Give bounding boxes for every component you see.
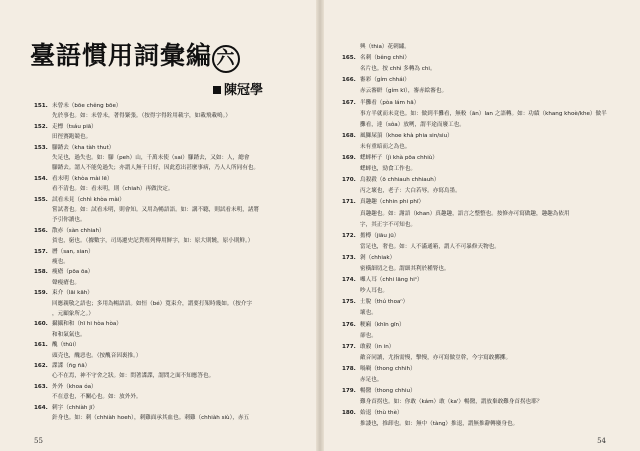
text-line [34,197,125,204]
text-line [342,66,436,73]
entry-text: 真趣趣（chhin phi phī） [360,199,425,206]
entry-text: 赤足也。 [360,377,383,383]
entry-number: 178. [342,365,356,372]
text-line [34,186,173,193]
text-line [342,77,410,84]
entry-number: 177. [342,343,356,350]
text-line [34,217,86,224]
entry-number: 152. [34,123,48,130]
entry-text: 未曾未（bōe chêng bōe） [52,103,122,109]
text-line [342,199,424,206]
text-line [34,332,86,339]
entry-number: 158. [34,269,48,276]
entry-number: 175. [342,299,356,306]
text-line [34,228,105,235]
entry-text: 事方半就而未竟也。如：做到半攤看，無較（ān）lan 之語轉。如：功績（khang khoè/khe）做半 [360,110,607,117]
text-line [342,377,382,384]
entry-text: 看未明（khòa mài lē） [52,175,113,182]
text-line [34,155,249,162]
entry-text: 興（thia）花刺繡。 [360,44,410,50]
text-line [34,259,69,266]
entry-number: 157. [34,248,48,255]
entry-text: 真趣趣也。如：謝語（khan）真趣趣，語言之整整也。按修亦可寫做趣，趣趣為依用 [360,210,570,217]
text-line [342,399,542,406]
text-line [342,288,388,295]
entry-text: 嘗試著也。如：試看未明，則會知。又用為暢語語。如：講不聽，則試看未明，諸將 [52,207,259,213]
entry-text: 審彩（gím chhái） [360,77,410,84]
entry-text: 諜諜（ñg ñā） [52,363,91,369]
entry-text: 粳廂（khīn gīn） [360,321,405,328]
text-line [34,165,259,172]
entry-text: 蟋蟀也，勁食工作也。 [360,166,416,173]
entry-text: 醜（thūi） [52,342,80,349]
entry-text: 半攤看（pòa lám hā） [360,99,420,106]
entry-text: 攝攝和和（hī hi hòa hòa） [52,321,122,328]
text-line [342,111,607,118]
text-line [34,280,80,287]
entry-text: 束介（lāi kāh） [52,290,93,297]
entry-text: 予引你讀也。 [52,217,86,224]
entry-number: 173. [342,254,356,261]
entry-number: 172. [342,232,356,239]
text-line [34,384,97,391]
text-line [34,145,114,152]
entry-text: 密橫細切之也。謂細其利於種腎也。 [360,266,450,272]
entry-text: 瘦也。 [52,259,69,265]
text-line [342,310,377,317]
entry-number: 179. [342,388,356,395]
entry-number: 159. [34,290,48,297]
entry-text: 丙之壞也，老子：大白若辱。亦寫烏墨。 [360,188,461,195]
entry-text: 心不在焉，神不守舍之狀。如：問著諜諜，謂問之面不知應答也。 [52,373,215,380]
text-line [34,321,122,328]
title-part-number: 六 [212,45,240,73]
text-line [342,55,410,62]
entry-text: 回應親敬之語也；多用為暢語語。如恒（bé）寬束介，謂要打架時幾如。（按介字 [52,300,252,307]
entry-text: 烏殺殺（ō chhiauh chhiauh） [360,177,440,184]
entry-text: 吵人耳也。 [360,288,388,295]
text-line [342,421,518,428]
right-entries [320,0,640,451]
author-name: 陳冠學 [224,83,264,98]
right-page [320,0,640,451]
text-line [34,415,249,422]
entry-text: 字，其正字不可知也。 [360,221,416,228]
entry-text: 聲瘦瘡也。 [52,279,80,286]
text-line [342,222,416,229]
entry-number: 166. [342,77,356,84]
entry-text: 剝（chhiak） [360,254,396,261]
text-line [342,333,377,340]
entry-text: 先於事也。如：未曾未，著得緊張。（按得字得銓用載字，如載飛載鳴。） [52,113,231,120]
text-line [342,322,405,329]
entry-text: 貧也，窮也。（據數字，司馬遷史記貨殖列傳用鮮字，如：原大則饒，原小則鮮。） [52,238,254,245]
entry-text: 風獅屎頂（khoe khà phia sin/siu） [360,132,453,139]
entry-text: 看不清也。如：看未明，則（chiah）再做決定。 [52,186,174,193]
entry-text: 攤看，達（sôa）放咧，謂半途而廢工也。 [360,121,465,128]
entry-text: 外外（khoa óa） [52,383,97,390]
entry-text: 針身也。如：刺（chhiàh hoeh），刺雞面承其血也。刺雞（chhiàh siù），赤五 [52,415,250,421]
entry-text: 和和氣氣也。 [52,331,86,338]
text-line [342,166,416,173]
text-line [34,176,113,183]
text-line [34,405,98,412]
text-line [342,355,511,362]
entry-number: 162. [34,363,48,369]
page-number-right: 54 [597,437,606,445]
text-line [34,269,93,276]
entry-text: 敢毅（in in） [360,343,395,350]
entry-number: 169. [342,155,356,161]
text-line [34,238,253,245]
text-line [342,299,408,306]
text-line [342,388,416,395]
entry-text: 名刺（bêng chhì） [360,55,410,62]
entry-number: 170. [342,177,356,184]
entry-text: 曆（san, sian） [52,248,94,255]
entry-number: 174. [342,277,356,284]
entry-text: 卻也。 [360,332,377,339]
entry-number: 164. [34,404,48,411]
entry-text: 頭壳也，醜惡也。（按醜音因裏推。） [52,352,142,359]
entry-text: 田徑賽跑競也。 [52,134,92,141]
text-line [34,394,142,401]
entry-text: 暢醫（thong chhiu） [360,388,416,395]
entry-text: 走標（tsáu piā） [52,123,97,130]
text-line [342,100,419,107]
text-line [34,373,214,380]
text-line [342,366,416,373]
entry-text: 腳蹅去。謂人不能免過失；亦謂人無千日好，因此惹出甚麼事病，乃人人所同有也。 [52,165,259,172]
entry-text: 蟋蟀杯子（jì khà pōa chhiù） [360,155,438,161]
text-line [34,353,142,360]
entry-text: 赤云審絣（gím kī），審赤絵審也。 [360,88,448,95]
entry-number: 176. [342,321,356,328]
entry-text: 難身首拐也。如：你敢（kám）敢（ka'）暢醫，謂放棄敢難身首拐也耶？ [360,399,543,406]
text-line [342,88,447,95]
text-line [342,133,453,140]
text-line [34,124,97,131]
title-text: 臺語慣用詞彙編 [30,41,213,70]
entry-text: ，元顧象所之。） [52,311,94,317]
entry-number: 160. [34,321,48,328]
text-line [34,301,252,308]
text-line [342,266,450,273]
text-line [34,249,94,256]
entry-text: 未有重暗而之為也。 [360,143,411,150]
text-line [342,233,399,240]
entry-number: 161. [34,342,48,349]
text-line [342,344,394,351]
text-line [342,155,438,162]
text-line [34,290,93,297]
entry-number: 167. [342,99,356,106]
entry-number: 180. [342,410,356,417]
entry-number: 168. [342,132,356,139]
entry-number: 171. [342,199,356,206]
entry-text: 當足也，奢也。如：人不滿通箱，謂人不可暴修天物也。 [360,243,500,250]
entry-text: 喎喎（thong chhih） [360,365,416,372]
entry-number: 153. [34,144,48,151]
text-line [342,188,461,195]
entry-text: 囉人耳（chhi lāng hiⁿ） [360,277,423,284]
text-line [34,363,90,370]
entry-text: 瘦瘡（pōa ōa） [52,269,94,276]
text-line [34,134,91,141]
text-line [34,103,122,110]
text-line [342,410,403,417]
text-line [342,244,500,251]
entry-text: 壞也。 [360,310,377,317]
entry-text: 士脫（thú thoaⁿ） [360,299,409,306]
entry-number: 154. [34,175,48,182]
entry-number: 156. [34,227,48,234]
entry-text: 散赤（sàn chhiah） [52,227,105,234]
text-line [342,211,570,218]
text-line [342,177,439,184]
page-number-left: 55 [34,437,43,445]
entry-text: 名片也。按 chhì 多轉為 chi。 [360,66,436,73]
text-line [342,122,465,129]
entry-text: 腳蹅去（kha tàh thut） [52,144,115,151]
entry-text: 失足也，過失也。如：腳（peh）山，千萬未使（sai）腳蹅去，又如：人，總會 [52,155,250,161]
entry-number: 155. [34,196,48,203]
entry-text: 擔樽（jiāu jū） [360,232,400,239]
entry-text: 試看未見（chhì khòa mài） [52,196,125,203]
entry-text: 刺字（chhiàh jī） [52,404,98,411]
text-line [34,311,94,318]
entry-text: 不在意也，不關心也。如：放外外。 [52,394,142,401]
text-line [342,44,410,51]
entry-number: 151. [34,103,48,109]
entry-text: 推諉也，推卸也。如：無中（tàng）推退，謂無推辭轉廢身也。 [360,421,519,428]
entry-number: 165. [342,55,356,62]
entry-text: 始退（thù thè） [360,410,403,417]
text-line [342,255,395,262]
text-line [34,113,231,120]
text-line [342,144,410,151]
text-line [342,277,423,284]
text-line [34,342,80,349]
entry-number: 163. [34,383,48,390]
text-line [34,207,259,214]
entry-text: 敵音同讀，尤指需慢，擊慢，亦可寫做豈幹，今字寫敢擲擲。 [360,354,512,361]
